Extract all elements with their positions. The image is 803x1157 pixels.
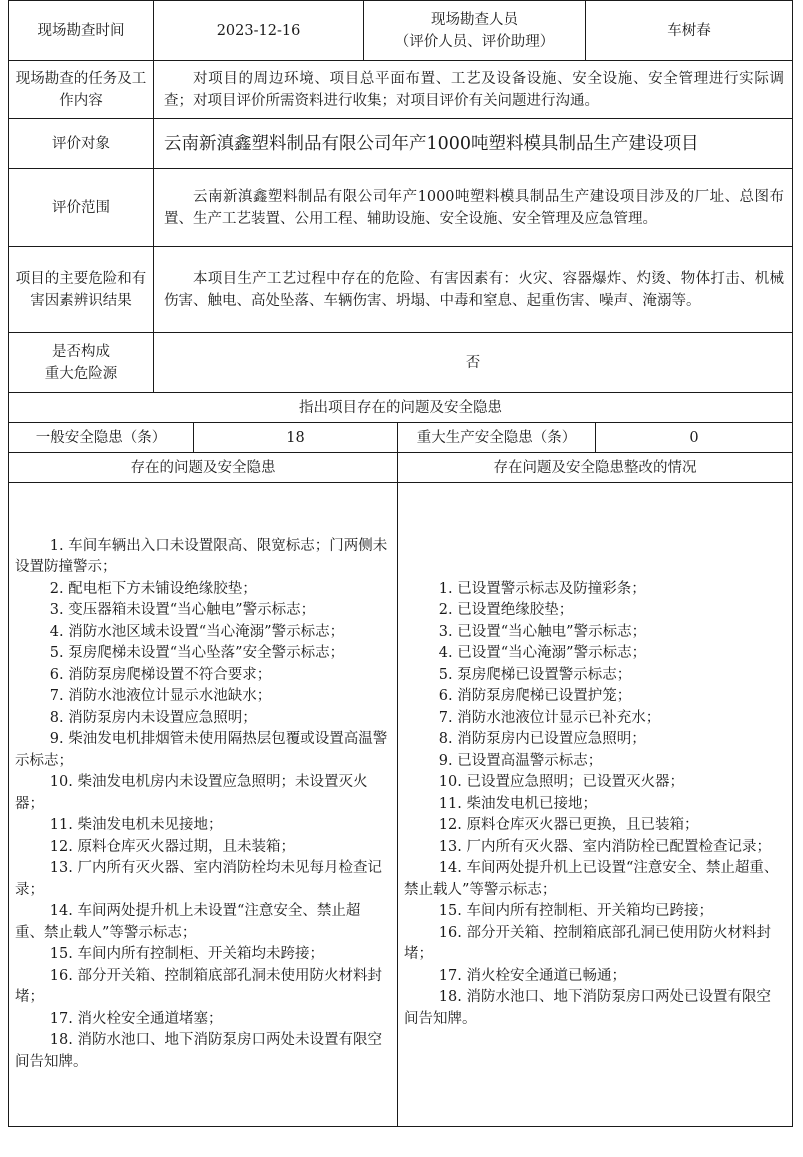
list-item: 2. 配电柜下方未铺设绝缘胶垫； [49,580,257,597]
rectifications-list [398,483,793,1127]
issue-lists-row [9,483,793,1127]
issues-section-title: 指出项目存在的问题及安全隐患 [9,393,793,423]
target-row [9,119,793,169]
issue-count-row [9,423,793,453]
list-item: 2. 已设置绝缘胶垫； [438,602,574,619]
survey-time-value: 2023-12-16 [154,1,364,61]
issues-title-row [9,393,793,423]
general-issue-label: 一般安全隐患（条） [9,423,194,453]
major-hazard-label-line2: 重大危险源 [44,365,118,382]
list-item: 6. 消防泵房爬梯已设置护笼； [438,688,632,705]
list-item: 5. 泵房爬梯未设置“当心坠落”安全警示标志； [49,645,345,662]
list-item: 15. 车间内所有控制柜、开关箱均已跨接； [438,903,713,920]
major-hazard-value: 否 [154,333,793,393]
list-item: 4. 消防水池区域未设置“当心淹溺”警示标志； [49,623,345,640]
major-issue-label: 重大生产安全隐患（条） [398,423,596,453]
list-item: 1. 已设置警示标志及防撞彩条； [438,580,646,597]
major-hazard-row [9,333,793,393]
target-label: 评价对象 [9,119,154,169]
list-item: 13. 厂内所有灭火器、室内消防栓已配置检查记录； [438,838,771,855]
issue-column-header-row [9,453,793,483]
list-item: 10. 已设置应急照明；已设置灭火器； [438,774,684,791]
list-item: 13. 厂内所有灭火器、室内消防栓均未见每月检查记录； [15,860,382,898]
list-item: 6. 消防泵房爬梯设置不符合要求； [49,666,272,683]
problems-list [9,483,398,1127]
list-item: 15. 车间内所有控制柜、开关箱均未跨接； [49,946,324,963]
list-item: 3. 已设置“当心触电”警示标志； [438,623,647,640]
task-label: 现场勘查的任务及工作内容 [9,61,154,119]
survey-personnel-label [364,1,586,61]
list-item: 7. 消防水池液位计显示水池缺水； [49,688,272,705]
list-item: 7. 消防水池液位计显示已补充水； [438,709,661,726]
list-item: 18. 消防水池口、地下消防泵房口两处已设置有限空间告知牌。 [404,989,771,1027]
major-issue-count: 0 [596,423,793,453]
list-item: 11. 柴油发电机未见接地； [49,817,223,834]
survey-personnel-label-line2: （评价人员、评价助理） [394,33,555,50]
survey-personnel-value: 车树春 [586,1,793,61]
list-item: 4. 已设置“当心淹溺”警示标志； [438,645,647,662]
list-item: 3. 变压器箱未设置“当心触电”警示标志； [49,602,316,619]
major-hazard-label-line1: 是否构成 [52,343,110,360]
survey-personnel-label-line1: 现场勘查人员 [431,11,518,28]
list-item: 8. 消防泵房内未设置应急照明； [49,709,257,726]
scope-text [154,169,793,247]
rectifications-column-header: 存在问题及安全隐患整改的情况 [398,453,793,483]
survey-info-table [8,0,793,393]
scope-label: 评价范围 [9,169,154,247]
general-issue-count: 18 [194,423,398,453]
survey-time-row [9,1,793,61]
hazards-row [9,247,793,333]
list-item: 17. 消火栓安全通道堵塞； [49,1010,223,1027]
list-item: 5. 泵房爬梯已设置警示标志； [438,666,632,683]
hazards-text-content: 本项目生产工艺过程中存在的危险、有害因素有：火灾、容器爆炸、灼烫、物体打击、机械伤害、触电、高处坠落、车辆伤害、坍塌、中毒和窒息、起重伤害、噪声、淹溺等。 [164,270,784,309]
scope-row [9,169,793,247]
list-item: 11. 柴油发电机已接地； [438,795,597,812]
list-item: 1. 车间车辆出入口未设置限高、限宽标志；门两侧未设置防撞警示； [15,537,388,576]
problems-column-header: 存在的问题及安全隐患 [9,453,398,483]
list-item: 16. 部分开关箱、控制箱底部孔洞已使用防火材料封堵； [404,924,771,963]
list-item: 10. 柴油发电机房内未设置应急照明；未设置灭火器； [15,774,368,812]
list-item: 9. 已设置高温警示标志； [438,752,603,769]
list-item: 9. 柴油发电机排烟管未使用隔热层包覆或设置高温警示标志； [15,731,388,769]
list-item: 12. 原料仓库灭火器已更换，且已装箱； [438,817,699,834]
list-item: 14. 车间两处提升机上已设置“注意安全、禁止超重、禁止载人”等警示标志； [404,860,779,898]
list-item: 16. 部分开关箱、控制箱底部孔洞未使用防火材料封堵； [15,967,382,1006]
issues-table [8,392,793,1127]
major-hazard-label [9,333,154,393]
list-item: 14. 车间两处提升机上未设置“注意安全、禁止超重、禁止载人”等警示标志； [15,903,361,941]
task-text [154,61,793,119]
survey-time-label: 现场勘查时间 [9,1,154,61]
list-item: 8. 消防泵房内已设置应急照明； [438,731,646,748]
list-item: 17. 消火栓安全通道已畅通； [438,967,626,984]
list-item: 18. 消防水池口、地下消防泵房口两处未设置有限空间告知牌。 [15,1032,382,1070]
hazards-text [154,247,793,333]
scope-text-content: 云南新滇鑫塑料制品有限公司年产1000吨塑料模具制品生产建设项目涉及的厂址、总图布置、生产工艺装置、公用工程、辅助设施、安全设施、安全管理及应急管理。 [164,188,784,227]
task-row [9,61,793,119]
hazards-label: 项目的主要危险和有害因素辨识结果 [9,247,154,333]
target-text: 云南新滇鑫塑料制品有限公司年产1000吨塑料模具制品生产建设项目 [154,119,793,169]
task-text-content: 对项目的周边环境、项目总平面布置、工艺及设备设施、安全设施、安全管理进行实际调查；对项目评价所需资料进行收集；对项目评价有关问题进行沟通。 [164,70,784,109]
list-item: 12. 原料仓库灭火器过期，且未装箱； [49,838,295,855]
